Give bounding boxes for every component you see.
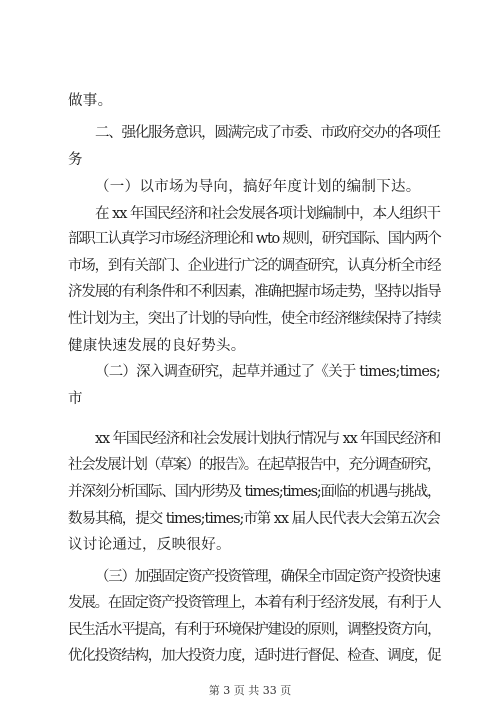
text-line: 务 [68,152,83,168]
text-line: 做事。 [68,93,113,109]
text-line: 并深刻分析国际、国内形势及 times;times;面临的机遇与挑战， [68,484,441,500]
text-line: 议讨论通过，反映很好。 [68,537,231,553]
text-line: 部职工认真学习市场经济理论和 wto 规则，研究国际、国内两个 [68,231,441,247]
text-line: 在 xx 年国民经济和社会发展各项计划编制中，本人组织干 [95,206,440,222]
text-line: 健康快速发展的良好势头。 [68,338,246,354]
text-line: 优化投资结构，加大投资力度，适时进行督促、检查、调度，促 [68,648,441,664]
text-line: 数易其稿，提交 times;times;市第 xx 届人民代表大会第五次会 [68,511,440,527]
text-line: 社会发展计划（草案）的报告》。在起草报告中，充分调查研究， [68,457,440,473]
text-line: 济发展的有利条件和不利因素，准确把握市场走势，坚持以指导 [68,284,441,300]
text-line: （三）加强固定资产投资管理，确保全市固定资产投资快速 [95,569,440,585]
text-line: xx 年国民经济和社会发展计划执行情况与 xx 年国民经济和 [95,431,441,447]
text-line: 市 [68,391,83,407]
text-line: 二、强化服务意识，圆满完成了市委、市政府交办的各项任 [95,125,440,141]
text-line: （二）深入调查研究，起草并通过了《关于 times;times; [95,364,440,380]
text-line: 性计划为主，突出了计划的导向性，使全市经济继续保持了持续 [68,311,441,327]
text-line: 市场，到有关部门、企业进行广泛的调查研究，认真分析全市经 [68,258,441,274]
page-footer: 第 3 页 共 33 页 [208,684,292,697]
text-line: 民生活水平提高，有利于环境保护建设的原则，调整投资方向， [68,622,441,638]
text-line: （一）以市场为导向，搞好年度计划的编制下达。 [95,179,421,195]
text-line: 发展。在固定资产投资管理上，本着有利于经济发展，有利于人 [68,595,441,611]
